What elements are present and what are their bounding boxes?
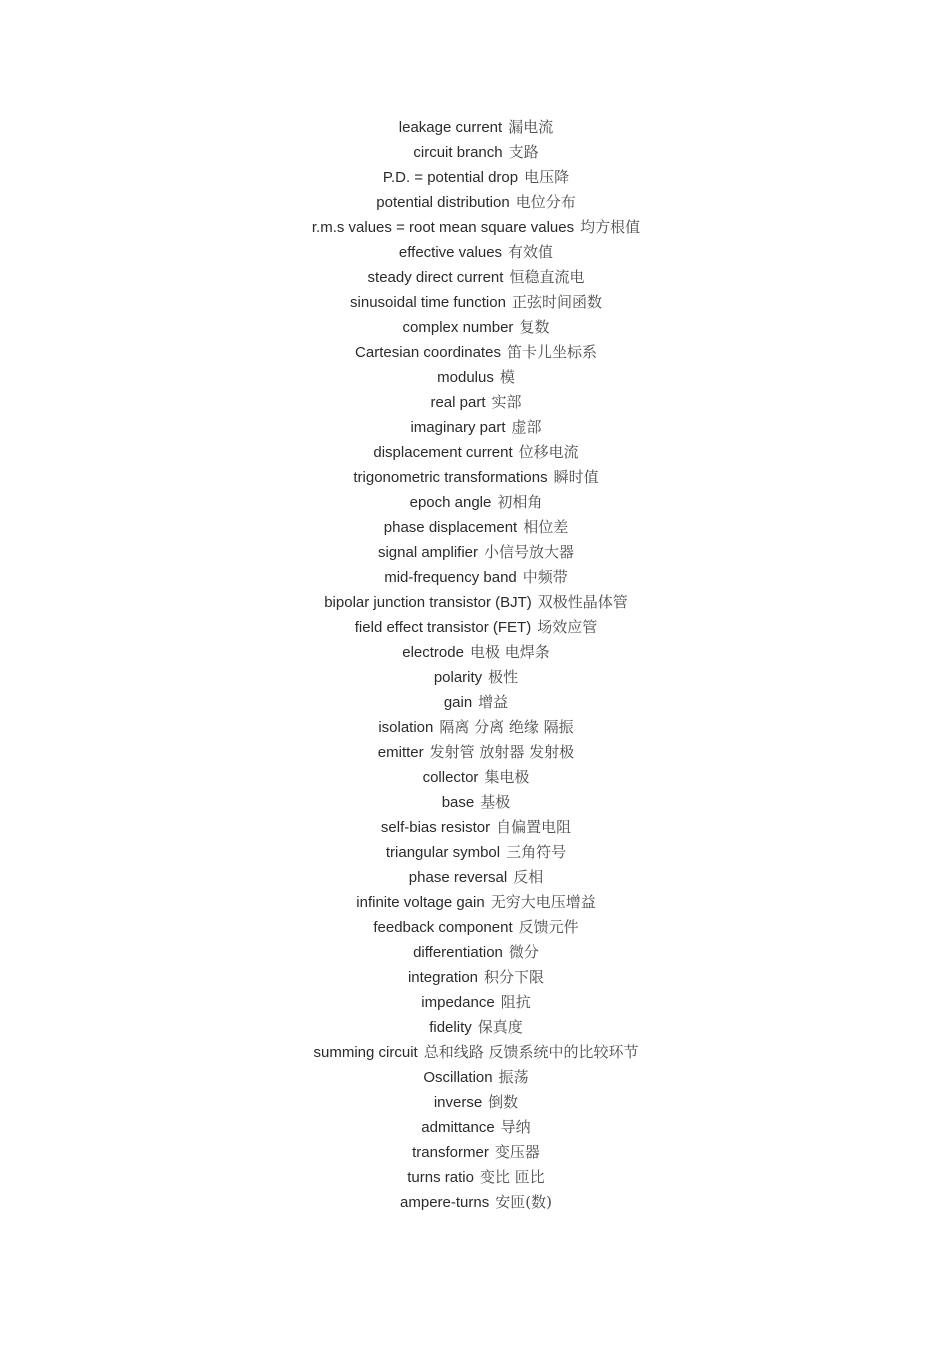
chinese-term: 保真度 bbox=[477, 1018, 523, 1036]
glossary-entry bbox=[0, 440, 952, 465]
chinese-term: 初相角 bbox=[497, 493, 543, 511]
chinese-term: 实部 bbox=[491, 393, 522, 411]
english-term: sinusoidal time function bbox=[350, 294, 506, 311]
english-term: epoch angle bbox=[409, 494, 492, 511]
glossary-entry bbox=[0, 740, 952, 765]
chinese-term: 总和线路 反馈系统中的比较环节 bbox=[423, 1043, 639, 1061]
glossary-list bbox=[0, 115, 952, 1215]
glossary-entry bbox=[0, 190, 952, 215]
chinese-term: 双极性晶体管 bbox=[537, 593, 628, 611]
glossary-entry bbox=[0, 790, 952, 815]
glossary-entry bbox=[0, 1140, 952, 1165]
english-term: gain bbox=[443, 694, 473, 711]
chinese-term: 小信号放大器 bbox=[484, 543, 575, 561]
english-term: admittance bbox=[421, 1119, 495, 1136]
english-term: r.m.s values = root mean square values bbox=[311, 219, 575, 236]
chinese-term: 有效值 bbox=[508, 243, 554, 261]
glossary-entry bbox=[0, 715, 952, 740]
glossary-entry bbox=[0, 865, 952, 890]
english-term: electrode bbox=[402, 644, 464, 661]
glossary-entry bbox=[0, 1015, 952, 1040]
chinese-term: 瞬时值 bbox=[553, 468, 599, 486]
english-term: complex number bbox=[402, 319, 514, 336]
chinese-term: 增益 bbox=[478, 693, 509, 711]
glossary-entry bbox=[0, 140, 952, 165]
chinese-term: 极性 bbox=[488, 668, 519, 686]
chinese-term: 微分 bbox=[508, 943, 539, 961]
english-term: integration bbox=[407, 969, 479, 986]
english-term: isolation bbox=[378, 719, 434, 736]
chinese-term: 复数 bbox=[519, 318, 550, 336]
english-term: circuit branch bbox=[413, 144, 503, 161]
english-term: real part bbox=[430, 394, 486, 411]
glossary-entry bbox=[0, 1090, 952, 1115]
english-term: base bbox=[441, 794, 475, 811]
english-term: Cartesian coordinates bbox=[355, 344, 501, 361]
english-term: steady direct current bbox=[367, 269, 504, 286]
glossary-entry bbox=[0, 415, 952, 440]
english-term: emitter bbox=[377, 744, 424, 761]
english-term: modulus bbox=[437, 369, 494, 386]
glossary-entry bbox=[0, 490, 952, 515]
glossary-entry bbox=[0, 215, 952, 240]
glossary-entry bbox=[0, 365, 952, 390]
glossary-entry bbox=[0, 840, 952, 865]
glossary-entry bbox=[0, 265, 952, 290]
english-term: transformer bbox=[412, 1144, 489, 1161]
english-term: ampere-turns bbox=[400, 1194, 490, 1211]
english-term: impedance bbox=[421, 994, 495, 1011]
chinese-term: 积分下限 bbox=[484, 968, 545, 986]
glossary-entry bbox=[0, 340, 952, 365]
english-term: triangular symbol bbox=[385, 844, 501, 861]
chinese-term: 阻抗 bbox=[500, 993, 531, 1011]
chinese-term: 支路 bbox=[508, 143, 539, 161]
glossary-entry bbox=[0, 965, 952, 990]
english-term: infinite voltage gain bbox=[356, 894, 485, 911]
chinese-term: 电压降 bbox=[524, 168, 570, 186]
english-term: Oscillation bbox=[423, 1069, 493, 1086]
english-term: summing circuit bbox=[313, 1044, 418, 1061]
chinese-term: 集电极 bbox=[484, 768, 530, 786]
chinese-term: 正弦时间函数 bbox=[511, 293, 602, 311]
chinese-term: 振荡 bbox=[498, 1068, 529, 1086]
chinese-term: 中频带 bbox=[522, 568, 568, 586]
chinese-term: 恒稳直流电 bbox=[509, 268, 585, 286]
english-term: signal amplifier bbox=[377, 544, 479, 561]
chinese-term: 导纳 bbox=[500, 1118, 531, 1136]
chinese-term: 三角符号 bbox=[506, 843, 567, 861]
chinese-term: 安匝(数) bbox=[495, 1193, 552, 1211]
glossary-entry bbox=[0, 940, 952, 965]
chinese-term: 均方根值 bbox=[580, 218, 641, 236]
glossary-entry bbox=[0, 390, 952, 415]
chinese-term: 相位差 bbox=[523, 518, 569, 536]
chinese-term: 笛卡儿坐标系 bbox=[506, 343, 597, 361]
english-term: P.D. = potential drop bbox=[382, 169, 519, 186]
glossary-entry bbox=[0, 565, 952, 590]
chinese-term: 虚部 bbox=[511, 418, 542, 436]
english-term: self-bias resistor bbox=[380, 819, 491, 836]
english-term: leakage current bbox=[398, 119, 503, 136]
glossary-entry bbox=[0, 815, 952, 840]
english-term: differentiation bbox=[413, 944, 503, 961]
english-term: collector bbox=[422, 769, 479, 786]
glossary-entry bbox=[0, 1190, 952, 1215]
glossary-entry bbox=[0, 890, 952, 915]
chinese-term: 变比 匝比 bbox=[479, 1168, 545, 1186]
english-term: bipolar junction transistor (BJT) bbox=[324, 594, 532, 611]
chinese-term: 模 bbox=[499, 368, 515, 386]
english-term: phase displacement bbox=[383, 519, 518, 536]
glossary-entry bbox=[0, 990, 952, 1015]
glossary-entry bbox=[0, 765, 952, 790]
english-term: displacement current bbox=[373, 444, 513, 461]
glossary-entry bbox=[0, 1165, 952, 1190]
chinese-term: 自偏置电阻 bbox=[496, 818, 572, 836]
glossary-entry bbox=[0, 465, 952, 490]
chinese-term: 隔离 分离 绝缘 隔振 bbox=[439, 718, 574, 736]
english-term: fidelity bbox=[429, 1019, 472, 1036]
glossary-entry bbox=[0, 1065, 952, 1090]
english-term: potential distribution bbox=[376, 194, 510, 211]
chinese-term: 电极 电焊条 bbox=[469, 643, 550, 661]
chinese-term: 位移电流 bbox=[518, 443, 579, 461]
english-term: field effect transistor (FET) bbox=[354, 619, 532, 636]
chinese-term: 反相 bbox=[513, 868, 544, 886]
english-term: inverse bbox=[433, 1094, 483, 1111]
english-term: imaginary part bbox=[410, 419, 506, 436]
english-term: feedback component bbox=[373, 919, 513, 936]
chinese-term: 电位分布 bbox=[515, 193, 576, 211]
chinese-term: 无穷大电压增益 bbox=[490, 893, 596, 911]
chinese-term: 反馈元件 bbox=[518, 918, 579, 936]
english-term: trigonometric transformations bbox=[353, 469, 548, 486]
glossary-entry bbox=[0, 290, 952, 315]
glossary-entry bbox=[0, 665, 952, 690]
glossary-entry bbox=[0, 315, 952, 340]
glossary-entry bbox=[0, 540, 952, 565]
glossary-entry bbox=[0, 615, 952, 640]
glossary-entry bbox=[0, 1115, 952, 1140]
glossary-entry bbox=[0, 515, 952, 540]
glossary-entry bbox=[0, 640, 952, 665]
glossary-entry bbox=[0, 690, 952, 715]
chinese-term: 变压器 bbox=[494, 1143, 540, 1161]
glossary-entry bbox=[0, 590, 952, 615]
chinese-term: 基极 bbox=[480, 793, 511, 811]
glossary-entry bbox=[0, 115, 952, 140]
glossary-entry bbox=[0, 240, 952, 265]
chinese-term: 场效应管 bbox=[537, 618, 598, 636]
glossary-entry bbox=[0, 165, 952, 190]
chinese-term: 漏电流 bbox=[508, 118, 554, 136]
glossary-entry bbox=[0, 1040, 952, 1065]
english-term: polarity bbox=[433, 669, 483, 686]
english-term: turns ratio bbox=[407, 1169, 474, 1186]
chinese-term: 倒数 bbox=[488, 1093, 519, 1111]
english-term: mid-frequency band bbox=[384, 569, 517, 586]
english-term: phase reversal bbox=[408, 869, 508, 886]
glossary-entry bbox=[0, 915, 952, 940]
english-term: effective values bbox=[398, 244, 503, 261]
chinese-term: 发射管 放射器 发射极 bbox=[429, 743, 575, 761]
